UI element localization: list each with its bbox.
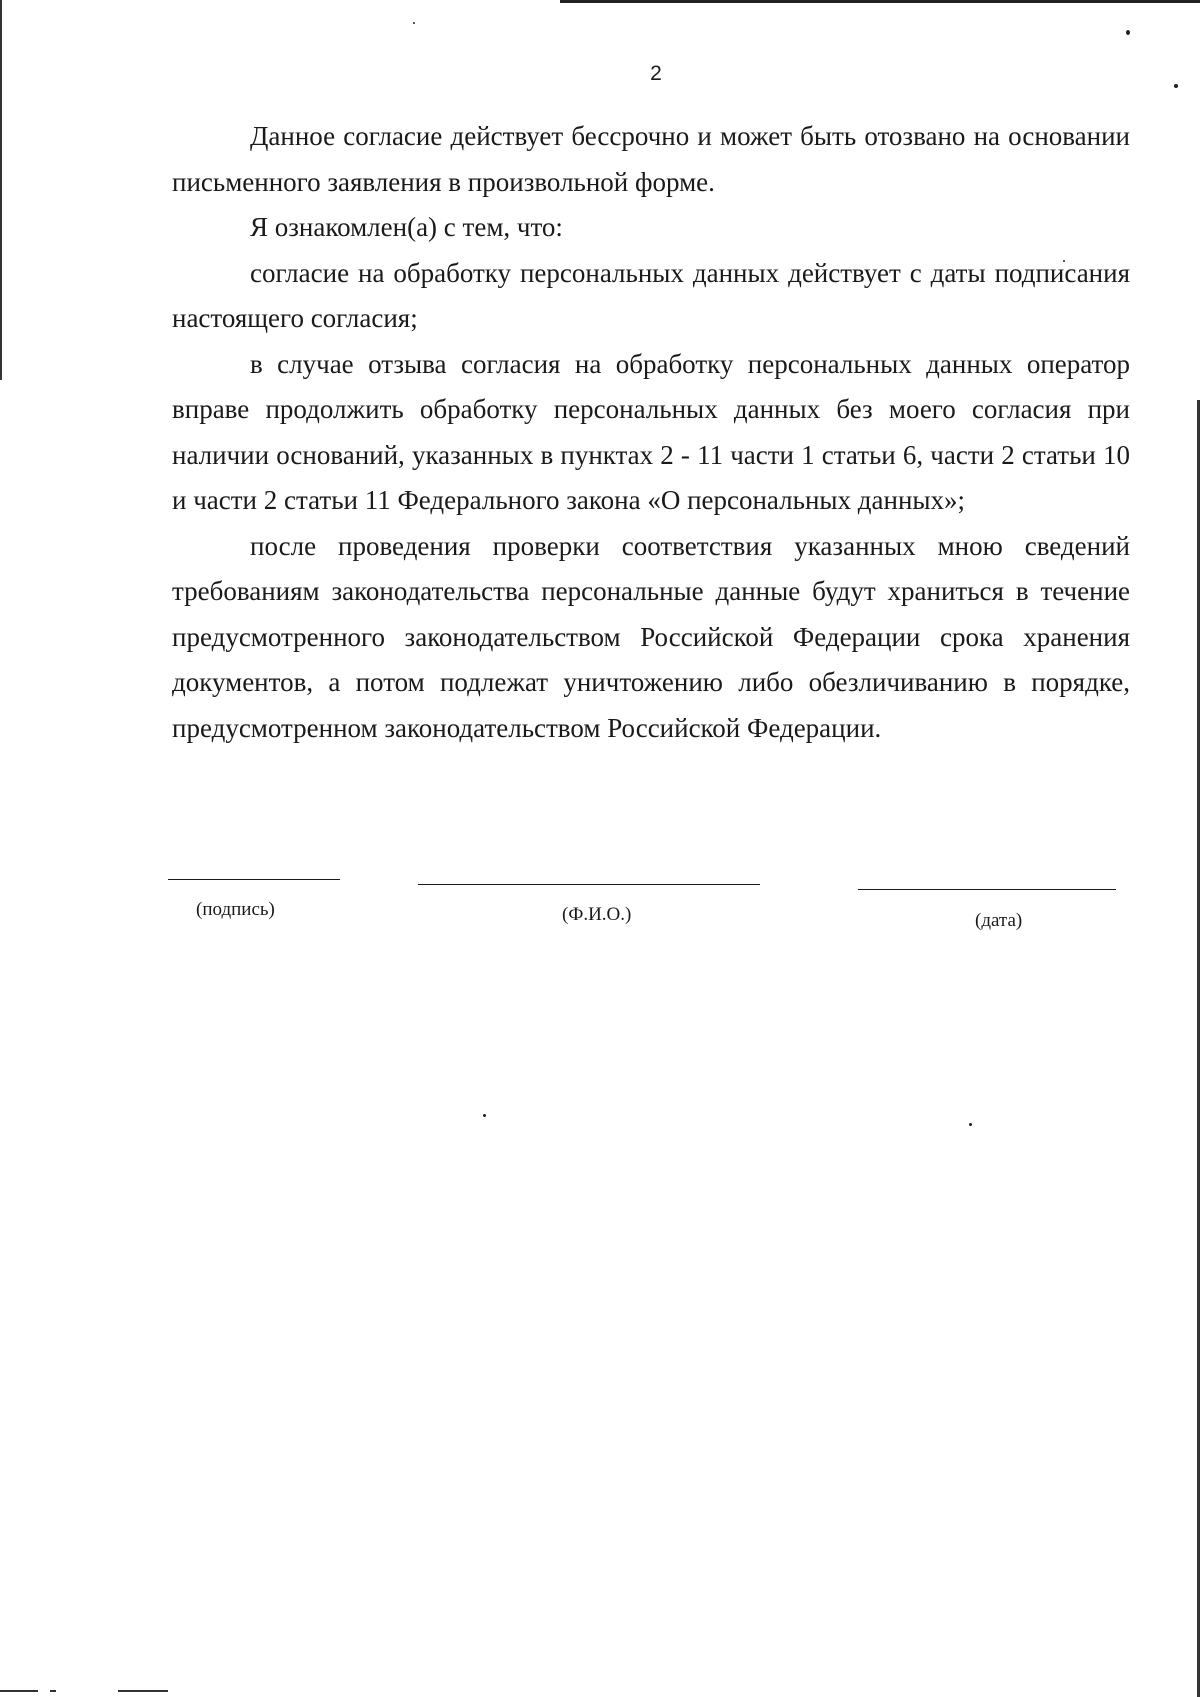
- document-body: [172, 114, 1130, 751]
- name-label: (Ф.И.О.): [562, 904, 632, 925]
- signature-label: (подпись): [196, 899, 275, 920]
- paragraph-storage: после проведения проверки соответствия указанных мною сведений требованиям законодательства персональные данные будут храниться в течение предусмотренного законодательством Российской Федерации срока хранения документов, а потом подлежат уничтожению либо обезличиванию в порядке, предусмотренном законодательством Российской Федерации.: [172, 530, 1130, 743]
- date-line: [858, 889, 1116, 890]
- scan-edge-left: [0, 0, 2, 380]
- paragraph-consent-effective: согласие на обработку персональных данных действует с даты подписания настоящего согласия;: [172, 257, 1130, 333]
- scan-speck: [483, 1114, 486, 1117]
- name-line: [418, 884, 760, 885]
- paragraph-validity: Данное согласие действует бессрочно и может быть отозвано на основании письменного заявления в произвольной форме.: [172, 121, 1130, 197]
- scan-edge-bottom: [0, 1690, 38, 1692]
- signature-line: [168, 879, 340, 880]
- scan-speck: [969, 1123, 972, 1126]
- paragraph-withdrawal: в случае отзыва согласия на обработку персональных данных оператор вправе продолжить обработку персональных данных без моего согласия при наличии оснований, указанных в пунктах 2 - 11 части 1 статьи 6, части 2 статьи 10 и части 2 статьи 11 Федерального закона «О персональных данных»;: [172, 348, 1130, 515]
- scan-speck: [413, 22, 415, 24]
- scan-edge-bottom: [50, 1690, 56, 1692]
- scan-edge-top: [560, 0, 1200, 3]
- scan-edge-bottom: [118, 1690, 168, 1692]
- paragraph-acknowledgement-intro: Я ознакомлен(а) с тем, что:: [250, 212, 563, 242]
- date-label: (дата): [975, 910, 1023, 931]
- scan-speck: [1126, 30, 1130, 35]
- page-number: 2: [650, 62, 662, 85]
